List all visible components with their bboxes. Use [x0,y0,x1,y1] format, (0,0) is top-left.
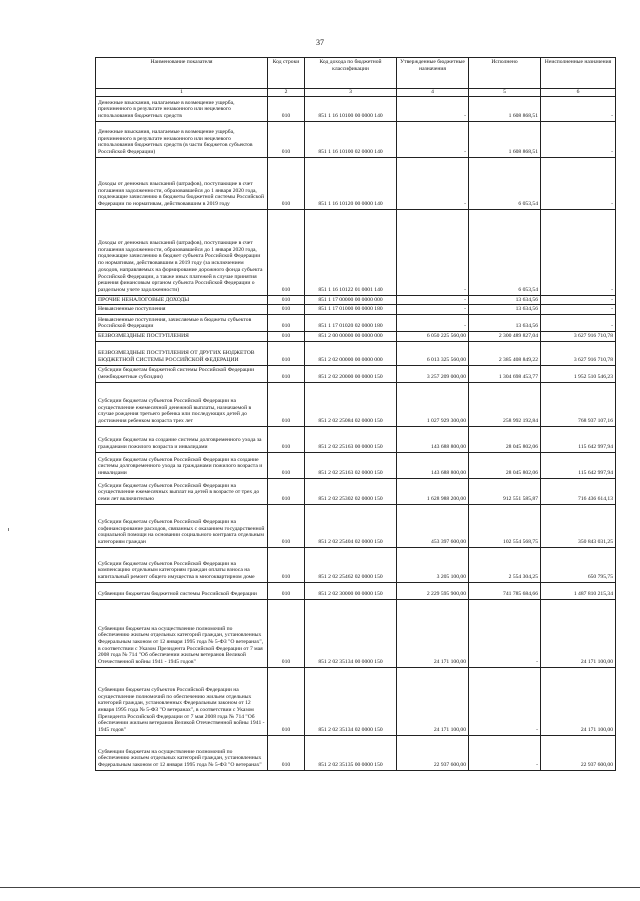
cell-unexecuted: 1 487 810 215,34 [541,582,616,599]
header-approved: Утвержденные бюджетные назначения [397,58,469,89]
cell-line-code: 010 [268,599,305,667]
cell-income-code: 851 2 02 25084 02 0000 150 [305,382,397,426]
header-line-code: Код строки [268,58,305,89]
cell-income-code: 851 2 02 20000 00 0000 150 [305,365,397,382]
cell-executed: 6 053,54 [469,157,541,209]
cell-executed: 912 551 585,87 [469,478,541,504]
cell-executed: - [469,735,541,770]
cell-unexecuted: 768 937 107,16 [541,382,616,426]
cell-approved: - [397,305,469,315]
cell-unexecuted: 24 171 100,00 [541,599,616,667]
cell-approved: 24 171 100,00 [397,667,469,735]
cell-line-code: 010 [268,305,305,315]
cell-indicator-name: Невыясненные поступления [96,305,268,315]
cell-approved: - [397,121,469,157]
cell-executed: 102 554 568,75 [469,504,541,547]
cell-indicator-name: БЕЗВОЗМЕЗДНЫЕ ПОСТУПЛЕНИЯ [96,332,268,342]
table-row [96,332,616,342]
cell-income-code: 851 2 02 35135 00 0000 150 [305,735,397,770]
cell-approved: 6 050 225 560,00 [397,332,469,342]
cell-indicator-name: Субсидии бюджетам субъектов Российской Федерации на осуществление ежемесячных выплат на детей в возрасте от трех до семи лет включительно [96,478,268,504]
table-row [96,426,616,452]
cell-income-code: 851 2 02 35134 00 0000 150 [305,599,397,667]
cell-executed: 13 634,56 [469,295,541,305]
table-row [96,382,616,426]
page-bottom-rule [0,887,640,888]
table-row [96,209,616,295]
cell-line-code: 010 [268,478,305,504]
cell-approved: 1 027 929 300,00 [397,382,469,426]
table-row [96,305,616,315]
report-table [95,57,616,771]
column-number: 5 [469,89,541,97]
table-row [96,547,616,582]
cell-indicator-name: Доходы от денежных взысканий (штрафов), поступающие в счет погашения задолженности, образовавшейся до 1 января 2020 года, подлежащие зачислению в бюджет субъекта Российской Федерации по нормативам, действовавшим в 2019 году (за исключением доходов, направляемых на формирование дорожного фонда субъекта Российской Федерации, а также иных платежей в случае принятия решения финансовым органом субъекта Российской Федерации о раздельном учете задолженности) [96,209,268,295]
cell-unexecuted: 650 795,75 [541,547,616,582]
column-number: 2 [268,89,305,97]
cell-approved: - [397,157,469,209]
cell-executed: 13 634,56 [469,305,541,315]
page-number: 37 [316,38,324,47]
cell-executed: 1 608 868,51 [469,121,541,157]
cell-approved: 3 205 100,00 [397,547,469,582]
cell-income-code: 851 1 16 10122 01 0001 140 [305,209,397,295]
cell-approved: 3 257 209 000,00 [397,365,469,382]
cell-income-code: 851 2 02 25302 02 0000 150 [305,478,397,504]
cell-line-code: 010 [268,365,305,382]
cell-indicator-name: ПРОЧИЕ НЕНАЛОГОВЫЕ ДОХОДЫ [96,295,268,305]
cell-income-code: 851 2 02 00000 00 0000 000 [305,341,397,365]
cell-indicator-name: БЕЗВОЗМЕЗДНЫЕ ПОСТУПЛЕНИЯ ОТ ДРУГИХ БЮДЖЕТОВ БЮДЖЕТНОЙ СИСТЕМЫ РОССИЙСКОЙ ФЕДЕРАЦИИ [96,341,268,365]
header-income-code: Код дохода по бюджетной классификации [305,58,397,89]
cell-line-code: 010 [268,121,305,157]
cell-executed: 1 304 698 453,77 [469,365,541,382]
cell-unexecuted: - [541,121,616,157]
cell-line-code: 010 [268,157,305,209]
cell-approved: 143 688 800,00 [397,426,469,452]
cell-line-code: 010 [268,504,305,547]
cell-approved: - [397,209,469,295]
cell-approved: - [397,315,469,332]
cell-line-code: 010 [268,426,305,452]
column-number: 3 [305,89,397,97]
cell-indicator-name: Денежные взыскания, налагаемые в возмещение ущерба, причиненного в результате незаконного или нецелевого использования бюджетных средств [96,96,268,121]
cell-unexecuted: - [541,315,616,332]
cell-income-code: 851 2 02 35134 02 0000 150 [305,667,397,735]
cell-executed: 13 634,56 [469,315,541,332]
column-number: 4 [397,89,469,97]
cell-unexecuted: 22 937 600,00 [541,735,616,770]
cell-unexecuted: - [541,295,616,305]
cell-executed: 28 045 802,06 [469,452,541,478]
cell-approved: 22 937 600,00 [397,735,469,770]
table-row [96,121,616,157]
cell-executed: 2 554 304,25 [469,547,541,582]
table-row [96,295,616,305]
column-number: 6 [541,89,616,97]
cell-income-code: 851 1 17 00000 00 0000 000 [305,295,397,305]
table-row [96,667,616,735]
table-row [96,599,616,667]
cell-indicator-name: Субсидии бюджетам субъектов Российской Федерации на компенсацию отдельным категориям граждан оплаты взноса на капитальный ремонт общего имущества в многоквартирном доме [96,547,268,582]
column-number-row [96,89,616,97]
cell-indicator-name: Субвенции бюджетам на осуществление полномочий по обеспечению жильем отдельных категорий граждан, установленных Федеральным законом от 12 января 1995 года № 5-ФЗ "О ветеранах", в соответствии с Указом Президента Российской Федерации от 7 мая 2008 года № 714 "Об обеспечении жильем ветеранов Великой Отечественной войны 1941 - 1945 годов" [96,599,268,667]
cell-income-code: 851 2 02 25163 00 0000 150 [305,426,397,452]
cell-line-code: 010 [268,382,305,426]
cell-indicator-name: Субсидии бюджетам на создание системы долговременного ухода за гражданами пожилого возраста и инвалидами [96,426,268,452]
table-row [96,96,616,121]
cell-indicator-name: Денежные взыскания, налагаемые в возмещение ущерба, причиненного в результате незаконного или нецелевого использования бюджетных средств (в части бюджетов субъектов Российской Федерации) [96,121,268,157]
cell-unexecuted: - [541,305,616,315]
cell-income-code: 851 2 02 30000 00 0000 150 [305,582,397,599]
cell-income-code: 851 1 17 01020 02 0000 180 [305,315,397,332]
cell-unexecuted: 115 642 997,94 [541,426,616,452]
table-header-row [96,58,616,89]
table-row [96,735,616,770]
cell-indicator-name: Доходы от денежных взысканий (штрафов), поступающие в счет погашения задолженности, образовавшейся до 1 января 2020 года, подлежащие зачислению в бюджеты бюджетной системы Российской Федерации по нормативам, действовавшим в 2019 году [96,157,268,209]
cell-indicator-name: Субсидии бюджетам субъектов Российской Федерации на софинансирование расходов, связанных с оказанием государственной социальной помощи на основании социального контракта отдельным категориям граждан [96,504,268,547]
cell-approved: - [397,96,469,121]
cell-unexecuted: 115 642 997,94 [541,452,616,478]
cell-indicator-name: Субсидии бюджетам субъектов Российской Федерации на создание системы долговременного ухода за гражданами пожилого возраста и инвалидами [96,452,268,478]
cell-approved: - [397,295,469,305]
cell-approved: 24 171 100,00 [397,599,469,667]
cell-unexecuted: - [541,96,616,121]
cell-approved: 6 013 325 560,00 [397,341,469,365]
table-row [96,157,616,209]
report-body [96,96,616,770]
cell-executed: 6 053,54 [469,209,541,295]
cell-income-code: 851 2 00 00000 00 0000 000 [305,332,397,342]
cell-approved: 2 229 595 900,00 [397,582,469,599]
cell-income-code: 851 2 02 25163 02 0000 150 [305,452,397,478]
cell-line-code: 010 [268,735,305,770]
cell-unexecuted: - [541,157,616,209]
cell-line-code: 010 [268,341,305,365]
cell-indicator-name: Невыясненные поступления, зачисляемые в бюджеты субъектов Российской Федерации [96,315,268,332]
cell-line-code: 010 [268,295,305,305]
table-row [96,582,616,599]
cell-executed: 258 992 192,84 [469,382,541,426]
cell-indicator-name: Субсидии бюджетам субъектов Российской Федерации на осуществление ежемесячной денежной выплаты, назначаемой в случае рождения третьего ребенка или последующих детей до достижения ребенком возраста трех лет [96,382,268,426]
cell-indicator-name: Субсидии бюджетам бюджетной системы Российской Федерации (межбюджетные субсидии) [96,365,268,382]
cell-income-code: 851 1 16 10100 02 0000 140 [305,121,397,157]
cell-indicator-name: Субвенции бюджетам на осуществление полномочий по обеспечению жильем отдельных категорий граждан, установленных Федеральным законом от 12 января 1995 года № 5-ФЗ "О ветеранах" [96,735,268,770]
cell-unexecuted: 3 627 916 710,78 [541,341,616,365]
cell-approved: 143 688 800,00 [397,452,469,478]
cell-unexecuted: 716 436 614,13 [541,478,616,504]
cell-income-code: 851 1 16 10120 00 0000 140 [305,157,397,209]
table-row [96,341,616,365]
cell-income-code: 851 2 02 25462 02 0000 150 [305,547,397,582]
header-executed: Исполнено [469,58,541,89]
cell-indicator-name: Субвенции бюджетам субъектов Российской Федерации на осуществление полномочий по обеспечению жильем отдельных категорий граждан, установленных Федеральным законом от 12 января 1995 года № 5-ФЗ "О ветеранах", в соответствии с Указом Президента Российской Федерации от 7 мая 2008 года № 714 "Об обеспечении жильем ветеранов Великой Отечественной войны 1941 - 1945 годов" [96,667,268,735]
header-name: Наименование показателя [96,58,268,89]
cell-executed: 741 785 684,66 [469,582,541,599]
cell-approved: 1 628 988 200,00 [397,478,469,504]
column-number: 1 [96,89,268,97]
cell-unexecuted: 24 171 100,00 [541,667,616,735]
cell-line-code: 010 [268,547,305,582]
cell-executed: - [469,599,541,667]
cell-executed: - [469,667,541,735]
table-row [96,365,616,382]
cell-unexecuted: 3 627 916 710,78 [541,332,616,342]
cell-line-code: 010 [268,452,305,478]
cell-executed: 2 385 408 849,22 [469,341,541,365]
table-row [96,452,616,478]
cell-income-code: 851 1 16 10100 00 0000 140 [305,96,397,121]
cell-executed: 1 608 868,51 [469,96,541,121]
cell-indicator-name: Субвенции бюджетам бюджетной системы Российской Федерации [96,582,268,599]
cell-unexecuted: - [541,209,616,295]
table-row [96,504,616,547]
cell-income-code: 851 1 17 01000 00 0000 180 [305,305,397,315]
cell-line-code: 010 [268,315,305,332]
scan-mark [8,528,9,531]
cell-unexecuted: 350 843 031,25 [541,504,616,547]
cell-executed: 2 300 489 827,04 [469,332,541,342]
table-row [96,315,616,332]
cell-executed: 28 045 802,06 [469,426,541,452]
cell-approved: 453 397 600,00 [397,504,469,547]
cell-income-code: 851 2 02 25404 02 0000 150 [305,504,397,547]
table-row [96,478,616,504]
header-unexecuted: Неисполненные назначения [541,58,616,89]
cell-line-code: 010 [268,667,305,735]
cell-line-code: 010 [268,209,305,295]
cell-line-code: 010 [268,582,305,599]
cell-unexecuted: 1 952 510 546,23 [541,365,616,382]
cell-line-code: 010 [268,96,305,121]
cell-line-code: 010 [268,332,305,342]
